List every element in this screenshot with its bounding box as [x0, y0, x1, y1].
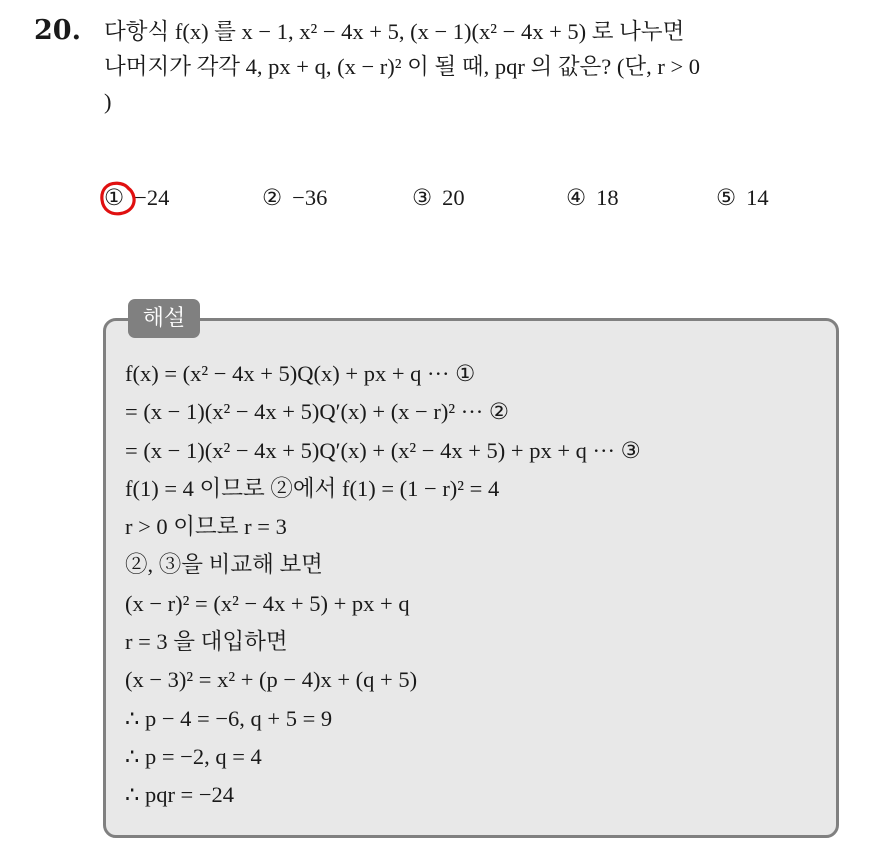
choice-2[interactable] — [262, 180, 327, 216]
question-text — [104, 14, 864, 119]
question-number: 20. — [34, 15, 81, 46]
choice-number: ③ — [412, 185, 433, 210]
solution-line: = (x − 1)(x² − 4x + 5)Q′(x) + (x² − 4x + 5) + px + q ··· ③ — [125, 437, 641, 463]
solution-line: ∴ pqr = −24 — [125, 782, 235, 808]
choice-number: ① — [104, 185, 125, 210]
solution-line: f(1) = 4 이므로 ②에서 f(1) = (1 − r)² = 4 — [125, 475, 500, 501]
solution-line: ∴ p = −2, q = 4 — [125, 743, 262, 769]
solution-line: (x − 3)² = x² + (p − 4)x + (q + 5) — [125, 667, 418, 693]
choice-value: 18 — [596, 185, 619, 210]
solution-line: ②, ③을 비교해 보면 — [125, 552, 323, 578]
question-line: 다항식 f(x) 를 x − 1, x² − 4x + 5, (x − 1)(x² − 4x + 5) 로 나누면 — [104, 19, 685, 44]
choice-5[interactable] — [716, 180, 769, 216]
question-line: ) — [104, 89, 112, 114]
solution-tag: 해설 — [128, 299, 200, 338]
choice-number: ② — [262, 185, 283, 210]
solution-line: r = 3 을 대입하면 — [125, 629, 288, 655]
choice-number: ④ — [566, 185, 587, 210]
choice-3[interactable] — [412, 180, 465, 216]
solution-text — [125, 355, 825, 815]
solution-line: (x − r)² = (x² − 4x + 5) + px + q — [125, 590, 410, 616]
choice-value: 14 — [746, 185, 769, 210]
solution-line: r > 0 이므로 r = 3 — [125, 514, 287, 540]
solution-line: f(x) = (x² − 4x + 5)Q(x) + px + q ··· ① — [125, 361, 476, 386]
solution-line: = (x − 1)(x² − 4x + 5)Q′(x) + (x − r)² ··· ② — [125, 399, 510, 425]
choice-value: 20 — [442, 185, 465, 210]
question-line: 나머지가 각각 4, px + q, (x − r)² 이 될 때, pqr 의 값은? (단, r > 0 — [104, 54, 701, 79]
answer-choices — [104, 180, 804, 220]
choice-1[interactable] — [104, 180, 169, 216]
solution-line: ∴ p − 4 = −6, q + 5 = 9 — [125, 705, 333, 731]
choice-4[interactable] — [566, 180, 619, 216]
choice-value: −24 — [134, 185, 170, 210]
choice-number: ⑤ — [716, 185, 737, 210]
choice-value: −36 — [292, 185, 328, 210]
